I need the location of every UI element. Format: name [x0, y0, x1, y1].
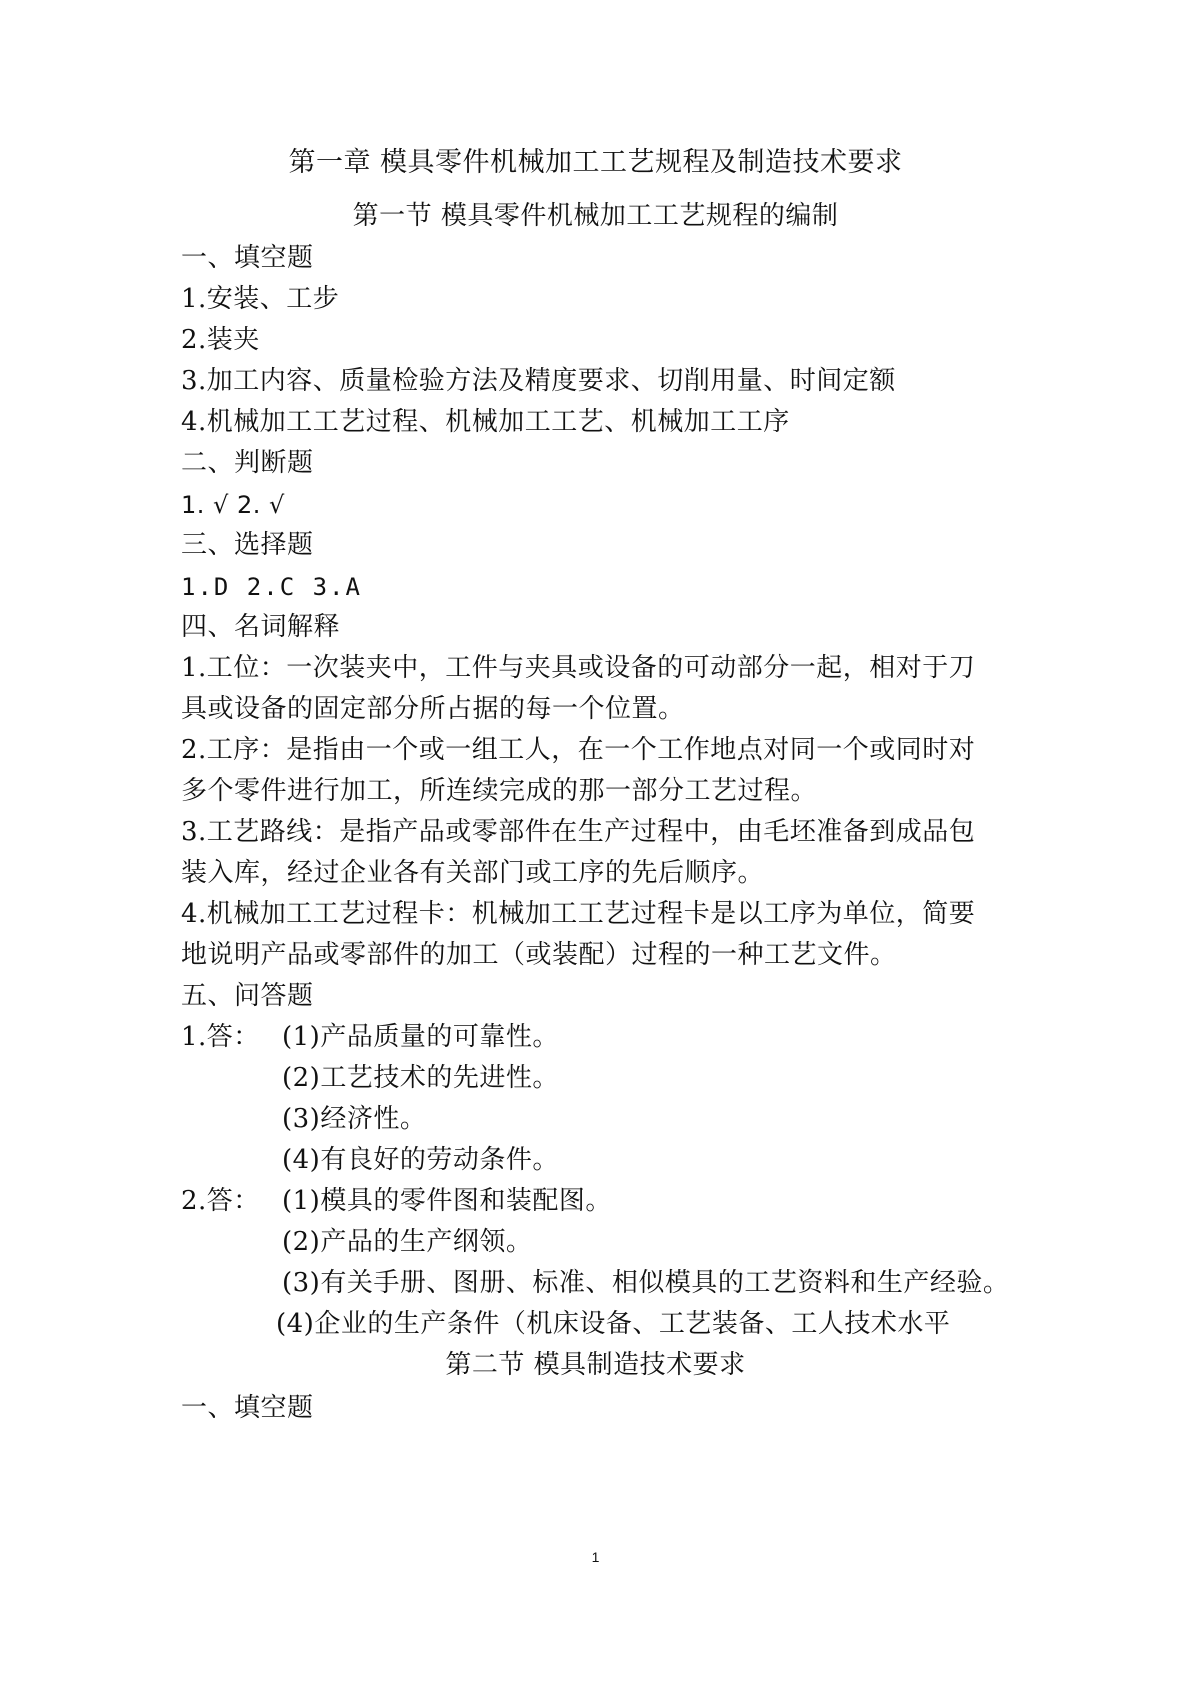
true-false-heading: 二、判断题 [181, 448, 314, 478]
term-definition-line: 3.工艺路线：是指产品或零部件在生产过程中，由毛坯准备到成品包 [181, 817, 976, 847]
choice-answers: 1.D 2.C 3.A [181, 573, 362, 601]
qa-answer-item: (1)模具的零件图和装配图。 [282, 1186, 612, 1216]
chapter-title: 第一章 模具零件机械加工工艺规程及制造技术要求 [288, 147, 903, 178]
choice-heading: 三、选择题 [181, 530, 314, 560]
fill-blank-answer: 2.装夹 [181, 325, 260, 355]
fill-blank-answer: 1.安装、工步 [181, 284, 340, 314]
term-definition-line: 装入库，经过企业各有关部门或工序的先后顺序。 [181, 858, 765, 888]
term-definition-line: 1.工位：一次装夹中，工件与夹具或设备的可动部分一起，相对于刀 [181, 653, 976, 683]
qa-answer-item: (1)产品质量的可靠性。 [282, 1022, 559, 1052]
term-definition-line: 地说明产品或零部件的加工（或装配）过程的一种工艺文件。 [181, 940, 897, 970]
qa-answer-item: (2)产品的生产纲领。 [282, 1227, 533, 1257]
fill-blank-answer: 4.机械加工工艺过程、机械加工工艺、机械加工工序 [181, 407, 790, 437]
term-definition-line: 2.工序：是指由一个或一组工人，在一个工作地点对同一个或同时对 [181, 735, 976, 765]
qa-answer-item: (3)经济性。 [282, 1104, 427, 1134]
qa-answer-label: 1.答： [181, 1022, 260, 1052]
term-definition-line: 多个零件进行加工，所连续完成的那一部分工艺过程。 [181, 776, 818, 806]
qa-answer-label: 2.答： [181, 1186, 260, 1216]
term-definition-line: 具或设备的固定部分所占据的每一个位置。 [181, 694, 685, 724]
section-title: 第二节 模具制造技术要求 [445, 1350, 746, 1380]
section-title: 第一节 模具零件机械加工工艺规程的编制 [352, 201, 839, 231]
fill-blank-heading: 一、填空题 [181, 1393, 314, 1423]
true-false-answers: 1. √ 2. √ [181, 491, 285, 519]
term-definition-line: 4.机械加工工艺过程卡：机械加工工艺过程卡是以工序为单位，简要 [181, 899, 976, 929]
qa-answer-item: (2)工艺技术的先进性。 [282, 1063, 559, 1093]
fill-blank-answer: 3.加工内容、质量检验方法及精度要求、切削用量、时间定额 [181, 366, 896, 396]
qa-answer-item: (3)有关手册、图册、标准、相似模具的工艺资料和生产经验。 [282, 1268, 1010, 1298]
qa-heading: 五、问答题 [181, 981, 314, 1011]
page-number: 1 [591, 1549, 600, 1565]
qa-answer-item: (4)有良好的劳动条件。 [282, 1145, 559, 1175]
fill-blank-heading: 一、填空题 [181, 243, 314, 273]
qa-answer-item: (4)企业的生产条件（机床设备、工艺装备、工人技术水平 [276, 1309, 951, 1339]
terms-heading: 四、名词解释 [181, 612, 341, 642]
